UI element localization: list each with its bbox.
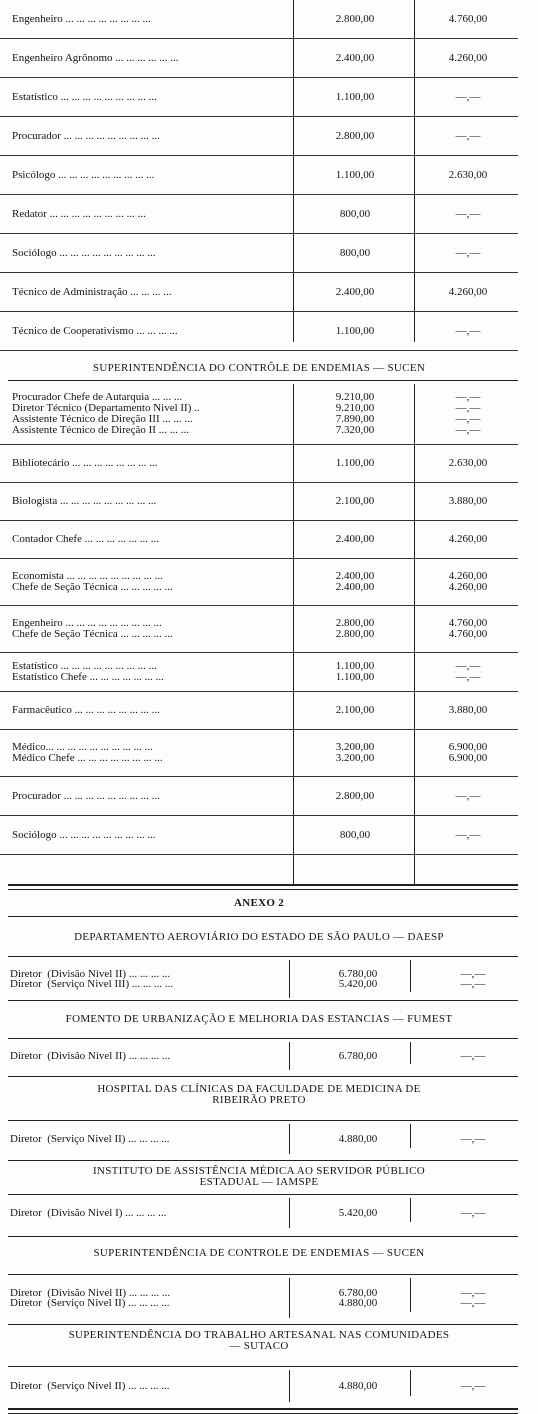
value-col2: —,—: [455, 246, 481, 259]
column-divider: [289, 1370, 290, 1402]
row-label-line: Diretor (Divisão Nivel II) ... ... ... ...: [10, 1287, 171, 1299]
table-row: [0, 816, 518, 855]
row-label: [12, 483, 156, 520]
sucen-table: [0, 384, 518, 855]
value-col2: [416, 483, 520, 520]
divider: [8, 916, 518, 917]
column-divider: [289, 1198, 290, 1228]
section-heading: [0, 1014, 518, 1025]
table-row: [0, 692, 518, 730]
row-label-line: Sociólogo ... ... ... ... ... ... ... ... ...: [12, 828, 156, 841]
value-col1: [296, 816, 414, 854]
row-label: Procurador ... ... ... ... ... ... ... ... ...: [12, 129, 160, 142]
value-col1-line: 3.200,00: [335, 741, 375, 753]
value-col1-line: 2.100,00: [335, 495, 375, 507]
annex1-top-table: [0, 0, 518, 351]
value-col1: [298, 1042, 418, 1070]
table-row: [0, 39, 518, 78]
row-label-line: Diretor (Serviço Nivel II) ... ... ... ...: [10, 1133, 170, 1145]
row-label: Estatístico ... ... ... ... ... ... ... ... ...: [12, 90, 157, 103]
value-col2-line: —,—: [455, 402, 481, 414]
value-col2-line: —,—: [460, 1207, 486, 1219]
value-col1: 1.100,00: [335, 324, 375, 337]
value-col1: [296, 559, 414, 605]
value-col1-line: 4.880,00: [338, 1297, 378, 1309]
section-heading: [0, 1166, 518, 1188]
value-col2-line: 3.880,00: [448, 495, 488, 507]
value-col2-line: —,—: [455, 424, 481, 436]
row-label: [10, 1278, 170, 1318]
row-label-line: Diretor Técnico (Departamento Nivel II) ..: [12, 402, 200, 414]
value-col2-line: —,—: [460, 1380, 486, 1392]
row-label: [10, 1042, 170, 1070]
value-col2: [428, 1198, 518, 1228]
divider: [8, 1076, 518, 1077]
row-label: [12, 559, 173, 605]
value-col1: [296, 653, 414, 691]
divider: [8, 1408, 518, 1414]
value-col2-line: —,—: [455, 789, 481, 802]
value-col2: [416, 816, 520, 854]
value-col1: [298, 1124, 418, 1154]
divider: [8, 1194, 518, 1195]
value-col1-line: 9.210,00: [335, 402, 375, 414]
value-col2: [416, 653, 520, 691]
row-label: Psicólogo ... ... ... ... ... ... ... ... ...: [12, 168, 155, 181]
value-col2: [428, 1042, 518, 1070]
table-row: [0, 234, 518, 273]
value-col2: [428, 1278, 518, 1318]
value-col1: [296, 445, 414, 482]
table-row: [0, 730, 518, 777]
value-col2-line: —,—: [460, 1050, 486, 1062]
value-col2: [416, 559, 520, 605]
table-row: [8, 1042, 518, 1070]
value-col2: [428, 1370, 518, 1402]
divider: [8, 1038, 518, 1039]
section-heading: [0, 1330, 518, 1352]
row-label: Redator ... ... ... ... ... ... ... ... ...: [12, 207, 146, 220]
row-label-line: Médico... ... ... ... ... ... ... ... ... ...: [12, 741, 153, 753]
value-col2-line: —,—: [460, 1133, 486, 1145]
row-label-line: Diretor (Divisão Nivel II) ... ... ... ...: [10, 968, 171, 980]
value-col2: 4.260,00: [448, 285, 488, 298]
value-col2: —,—: [455, 207, 481, 220]
table-row: [8, 1124, 518, 1154]
value-col2: 4.260,00: [448, 51, 488, 64]
value-col1: [296, 777, 414, 815]
table-row: [0, 445, 518, 483]
value-col2: [428, 960, 518, 998]
section-heading-line: DEPARTAMENTO AEROVIÁRIO DO ESTADO DE SÃO PAULO — DAESP: [74, 931, 444, 943]
value-col2: [428, 1124, 518, 1154]
section-heading: [0, 1084, 518, 1106]
section-heading: [0, 1248, 518, 1259]
table-row: [0, 312, 518, 351]
table-row: [8, 960, 518, 998]
value-col2-line: 4.760,00: [448, 617, 488, 629]
value-col2-line: —,—: [460, 968, 486, 980]
value-col1: [298, 1278, 418, 1318]
table-row: [8, 1198, 518, 1228]
value-col2: [416, 445, 520, 482]
column-divider: [289, 960, 290, 998]
row-label-line: Estatístico ... ... ... ... ... ... ... ... ...: [12, 660, 157, 672]
table-row: [0, 606, 518, 653]
value-col2-line: 6.900,00: [448, 752, 488, 764]
table-row: [0, 78, 518, 117]
table-row: [0, 117, 518, 156]
row-label-line: Diretor (Serviço Nivel III) ... ... ... ...: [10, 978, 174, 990]
section-heading: [0, 932, 518, 943]
value-col1-line: 2.100,00: [335, 704, 375, 716]
value-col1: 2.400,00: [335, 51, 375, 64]
row-label: Engenheiro ... ... ... ... ... ... ... ...: [12, 12, 151, 25]
value-col2-line: 4.260,00: [448, 533, 488, 545]
row-label-line: Procurador Chefe de Autarquia ... ... ...: [12, 391, 183, 403]
column-divider: [289, 1278, 290, 1318]
row-label-line: Diretor (Serviço Nivel II) ... ... ... ...: [10, 1297, 170, 1309]
table-row: [0, 483, 518, 521]
value-col1-line: 2.400,00: [335, 581, 375, 593]
column-divider: [289, 1124, 290, 1154]
table-row: [8, 1278, 518, 1318]
section-heading-sucen: SUPERINTENDÊNCIA DO CONTRÔLE DE ENDEMIAS — SUCEN: [92, 362, 426, 374]
table-row: [0, 156, 518, 195]
table-row: [0, 273, 518, 312]
row-label-line: Diretor (Divisão Nivel II) ... ... ... ...: [10, 1050, 171, 1062]
divider: [8, 380, 518, 381]
value-col1: 800,00: [339, 207, 371, 220]
row-label-line: Contador Chefe ... ... ... ... ... ... ...: [12, 533, 159, 545]
column-divider: [289, 1042, 290, 1070]
divider: [8, 1236, 518, 1237]
value-col1: 1.100,00: [335, 90, 375, 103]
value-col2: —,—: [455, 324, 481, 337]
row-label: [12, 653, 164, 691]
section-heading-line: RIBEIRÃO PRETO: [212, 1094, 306, 1106]
value-col2: [416, 730, 520, 776]
row-label: Técnico de Cooperativismo ... ... ... ...: [12, 324, 178, 337]
value-col2-line: 4.760,00: [448, 628, 488, 640]
table-row: [0, 777, 518, 816]
value-col1: 2.800,00: [335, 129, 375, 142]
row-label: [12, 521, 159, 558]
value-col1: [296, 692, 414, 729]
row-label: [12, 730, 163, 776]
value-col1-line: 4.880,00: [338, 1133, 378, 1145]
value-col1: [296, 606, 414, 652]
value-col2-line: 3.880,00: [448, 704, 488, 716]
value-col2: [416, 777, 520, 815]
table-row: [0, 384, 518, 445]
row-label-line: Chefe de Seção Técnica ... ... ... ... ...: [12, 581, 173, 593]
section-heading-line: INSTITUTO DE ASSISTÊNCIA MÉDICA AO SERVIDOR PÚBLICO: [92, 1165, 426, 1177]
value-col2-line: —,—: [460, 978, 486, 990]
table-row: [0, 559, 518, 606]
value-col1-line: 6.780,00: [338, 968, 378, 980]
section-heading-line: ESTADUAL — IAMSPE: [199, 1176, 319, 1188]
value-col1: [296, 521, 414, 558]
row-label: [10, 1124, 169, 1154]
value-col1-line: 7.890,00: [335, 413, 375, 425]
value-col1: [298, 960, 418, 998]
value-col1: [296, 384, 414, 444]
value-col1-line: 5.420,00: [338, 1207, 378, 1219]
value-col1-line: 800,00: [339, 828, 371, 841]
row-label: [12, 692, 160, 729]
table-row: [0, 195, 518, 234]
value-col2-line: —,—: [455, 391, 481, 403]
value-col2: [416, 606, 520, 652]
row-label-line: Economista ... ... ... ... ... ... ... ... ...: [12, 570, 163, 582]
value-col1: [296, 730, 414, 776]
table-row: [0, 653, 518, 692]
value-col2-line: —,—: [455, 660, 481, 672]
value-col2: [416, 384, 520, 444]
value-col2: [416, 521, 520, 558]
row-label-line: Diretor (Serviço Nivel II) ... ... ... ...: [10, 1380, 170, 1392]
value-col2-line: —,—: [455, 413, 481, 425]
value-col2: —,—: [455, 129, 481, 142]
divider: [8, 1000, 518, 1001]
value-col2-line: 6.900,00: [448, 741, 488, 753]
value-col1: [298, 1370, 418, 1402]
section-heading-line: FOMENTO DE URBANIZAÇÃO E MELHORIA DAS ESTANCIAS — FUMEST: [65, 1013, 453, 1025]
value-col2-line: 4.260,00: [448, 581, 488, 593]
table-row: [8, 1370, 518, 1402]
value-col2: 4.760,00: [448, 12, 488, 25]
row-label-line: Biologista ... ... ... ... ... ... ... ... ...: [12, 495, 157, 507]
row-label: [10, 1370, 169, 1402]
row-label: [12, 384, 200, 444]
value-col1: 1.100,00: [335, 168, 375, 181]
value-col2: —,—: [455, 90, 481, 103]
value-col1-line: 1.100,00: [335, 660, 375, 672]
section-heading-line: HOSPITAL DAS CLÍNICAS DA FACULDADE DE MEDICINA DE: [97, 1083, 421, 1095]
value-col1-line: 2.800,00: [335, 617, 375, 629]
value-col1-line: 9.210,00: [335, 391, 375, 403]
value-col1-line: 2.400,00: [335, 533, 375, 545]
value-col1: 2.800,00: [335, 12, 375, 25]
value-col1-line: 6.780,00: [338, 1050, 378, 1062]
row-label: Sociólogo ... ... ... ... ... ... ... ... ...: [12, 246, 156, 259]
divider: [8, 1324, 518, 1325]
row-label-line: Farmacêutico ... ... ... ... ... ... ... ...: [12, 704, 160, 716]
value-col1-line: 2.800,00: [335, 789, 375, 802]
row-label-line: Assistente Técnico de Direção III ... ... ...: [12, 413, 193, 425]
value-col2-line: —,—: [460, 1297, 486, 1309]
divider: [8, 956, 518, 957]
value-col1-line: 3.200,00: [335, 752, 375, 764]
row-label: [10, 1198, 166, 1228]
value-col1-line: 6.780,00: [338, 1287, 378, 1299]
row-label-line: Estatístico Chefe ... ... ... ... ... ... ...: [12, 671, 164, 683]
row-label-line: Engenheiro ... ... ... ... ... ... ... ... ...: [12, 617, 162, 629]
value-col1-line: 4.880,00: [338, 1380, 378, 1392]
value-col2-line: —,—: [455, 828, 481, 841]
divider: [8, 1120, 518, 1121]
row-label: Técnico de Administração ... ... ... ...: [12, 285, 172, 298]
row-label: [12, 606, 173, 652]
row-label-line: Diretor (Divisão Nivel I) ... ... ... ...: [10, 1207, 167, 1219]
value-col1-line: 2.800,00: [335, 628, 375, 640]
section-heading-line: SUPERINTENDÊNCIA DO TRABALHO ARTESANAL NAS COMUNIDADES: [68, 1329, 450, 1341]
table-row: [0, 521, 518, 559]
value-col2: 2.630,00: [448, 168, 488, 181]
value-col2-line: 2.630,00: [448, 457, 488, 469]
divider: [8, 1366, 518, 1367]
value-col1: 2.400,00: [335, 285, 375, 298]
value-col2-line: 4.260,00: [448, 570, 488, 582]
row-label: [10, 960, 173, 998]
value-col1-line: 1.100,00: [335, 457, 375, 469]
value-col2-line: —,—: [460, 1287, 486, 1299]
value-col1-line: 2.400,00: [335, 570, 375, 582]
divider: [8, 1274, 518, 1275]
row-label-line: Chefe de Seção Técnica ... ... ... ... ...: [12, 628, 173, 640]
table-row: [0, 0, 518, 39]
double-rule: [8, 884, 518, 890]
row-label-line: Médico Chefe ... ... ... ... ... ... ... ...: [12, 752, 163, 764]
value-col1: [298, 1198, 418, 1228]
row-label: Engenheiro Agrônomo ... ... ... ... ... ...: [12, 51, 179, 64]
value-col1-line: 5.420,00: [338, 978, 378, 990]
annex2-title: ANEXO 2: [233, 897, 285, 909]
row-label-line: Bibliotecário ... ... ... ... ... ... ... ...: [12, 457, 158, 469]
value-col1-line: 7.320,00: [335, 424, 375, 436]
value-col1-line: 1.100,00: [335, 671, 375, 683]
section-heading-line: SUPERINTENDÊNCIA DE CONTROLE DE ENDEMIAS — SUCEN: [93, 1247, 425, 1259]
row-label-line: Procurador ... ... ... ... ... ... ... ... ...: [12, 789, 160, 802]
value-col1: 800,00: [339, 246, 371, 259]
row-label: [12, 816, 156, 854]
row-label-line: Assistente Técnico de Direção II ... ... ...: [12, 424, 189, 436]
value-col2-line: —,—: [455, 671, 481, 683]
row-label: [12, 777, 160, 815]
divider: [8, 1160, 518, 1161]
row-label: [12, 445, 157, 482]
section-heading-line: — SUTACO: [229, 1340, 289, 1352]
value-col2: [416, 692, 520, 729]
value-col1: [296, 483, 414, 520]
